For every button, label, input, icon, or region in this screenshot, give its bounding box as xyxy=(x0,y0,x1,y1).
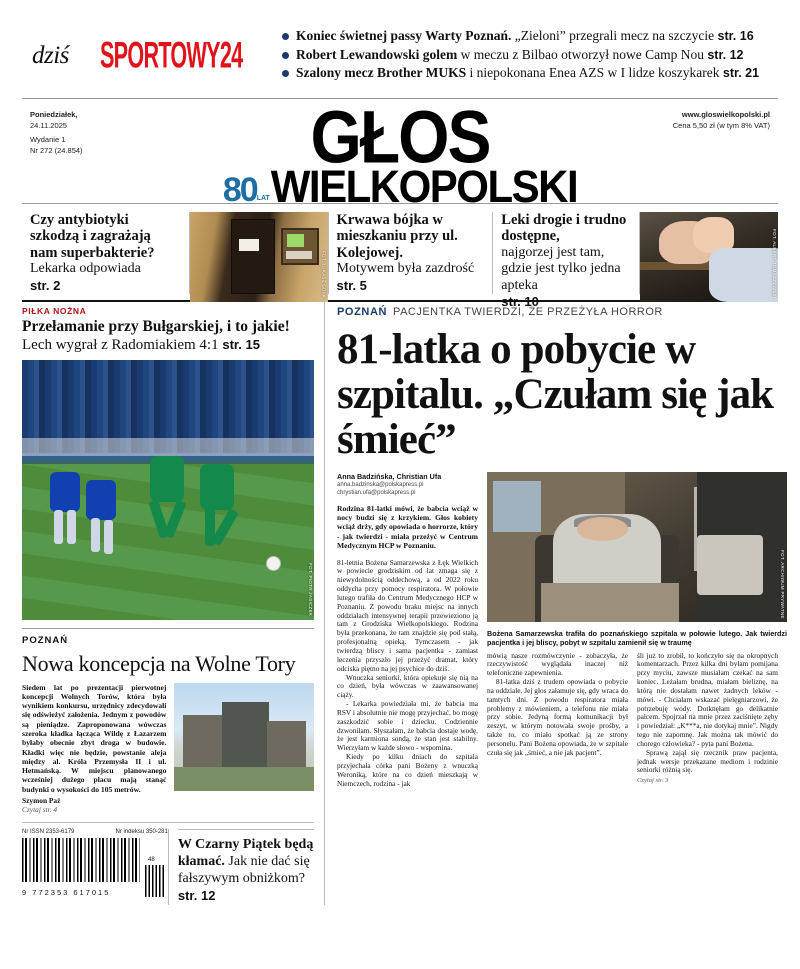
photo-hospital-patient xyxy=(487,472,787,622)
promo-item[interactable] xyxy=(282,65,778,82)
promo-item-list xyxy=(270,28,778,84)
football-headline: Przełamanie przy Bułgarskiej, i to jakie! xyxy=(22,317,290,335)
teaser-headline: Czy antybiotyki szkodzą i zagrażają nam superbakterie? xyxy=(30,211,155,261)
door-note xyxy=(239,239,258,252)
promo-brand-sportowy24: SPORTOWY24 xyxy=(100,34,243,76)
promo-item-page: str. 16 xyxy=(717,29,754,43)
logo-glos-text: GŁOS xyxy=(310,94,490,178)
main-col1-p3: - Lekarka powiedziała mi, że babcia ma RSV i absolutnie nie mogę przyjechać, bo mogę zaszkodzić sobie i dziecku. Codziennie dzwoniłam. Słyszałam, że babcia dostaje wodę, że jest karmiona sondą, że stan jest stabilny. Wierzyłam w każde słowo - wspomina. xyxy=(337,699,478,753)
photo-credit: FOT. ARCHIWUM PRYWATNE xyxy=(780,549,785,619)
barcode-digits: 9 772353 617015 xyxy=(22,887,111,897)
edition: Wydanie 1 xyxy=(30,134,66,144)
price: Cena 5,50 zł (w tym 8% VAT) xyxy=(672,120,770,130)
main-readmore[interactable]: Czytaj str. 3 xyxy=(637,777,669,785)
bullet-icon xyxy=(282,33,289,40)
football-kicker: PIŁKA NOŻNA xyxy=(22,305,87,316)
teaser-photo-door xyxy=(189,212,328,299)
wolne-tory-readmore[interactable]: Czytaj str. 4 xyxy=(22,805,58,815)
bullet-icon xyxy=(282,52,289,59)
promo-item-page: str. 21 xyxy=(722,66,760,80)
teaser-headline: Leki drogie i trudno dostępne, xyxy=(501,211,627,244)
football-page: str. 15 xyxy=(222,336,260,352)
main-col-1 xyxy=(337,472,478,789)
greenery xyxy=(174,767,314,791)
promo-item-rest: w meczu z Bilbao otworzył nowe Camp Nou xyxy=(457,46,708,62)
photo-credit: FOT. PIOTR JASICZEK xyxy=(308,563,313,617)
main-col3-p1: śli już to zrobił, to kończyło się na okropnych komentarzach. Przez kilka dni byłam pomijana przy myciu, zawsze musiałam czekać na sam koniec. Leżałam brudna, miałam bieliznę, na którą nie dostałam nawet żadnych leków - mówi. - Chciałam wskazać pielęgniarzowi, że potrzebuję wody. Dotknęłam go delikatnie palcem. Spojrzał na mnie przez zaciśnięte zęby i powiedział: „K***a, nie dotykaj mnie”. Nigdy tego nie zapomnę. Jak można tak mówić do chorego człowieka? - pyta pani Bożena. xyxy=(637,650,778,748)
photo-credit: FOT. ŁUKASZ GDAK xyxy=(321,251,327,299)
teaser-subline: Motywem była zazdrość xyxy=(336,261,475,276)
head-shape xyxy=(577,517,628,541)
photo-wolne-tory-render xyxy=(174,683,314,791)
door-shape xyxy=(231,219,275,295)
lower-content xyxy=(22,302,787,905)
promo-today-label: dziś xyxy=(32,41,69,69)
main-headline: 81-latka o pobycie w szpitalu. „Czułam się jak śmieć” xyxy=(337,325,774,463)
index-number: Nr indeksu 350-281 xyxy=(115,828,168,835)
wolne-tory-body-text: Siedem lat po prezentacji pierwotnej koncepcji Wolnych Torów, która była wynikiem konkursu, urzędnicy zdecydowali się odświeżyć założenia. Jednym z powodów są pieniądze. Zaproponowana wówczas szeroka kładka łącząca Wildę z Łazarzem byłaby obecnie zbyt droga w budowie. Kładki więc nie będzie, powstanie aleja między al. Króla Przemysła II i ul. Hetmańską. W miejscu planowanego wcześniej dużego placu mają stanąć budynki o wysokości do 105 metrów. xyxy=(22,682,167,794)
barcode-bars xyxy=(22,838,140,882)
weekday: Poniedziałek, xyxy=(30,109,78,119)
right-column xyxy=(325,302,787,905)
issue-number: Nr 272 (24.854) xyxy=(30,145,83,155)
main-authors: Anna Badzińska, Christian Ufa xyxy=(337,471,442,481)
main-col-3 xyxy=(637,652,778,789)
logo-wielkopolski-text: WIELKOPOLSKI xyxy=(270,160,578,211)
bf-bold: W Czarny Piątek będą kłamać. xyxy=(177,836,314,869)
author-email-1[interactable]: anna.badzinska@polskapress.pl xyxy=(337,481,424,488)
issn-number: Nr ISSN 2353-6179 xyxy=(22,828,75,835)
bullet-icon xyxy=(282,70,289,77)
window-shape xyxy=(493,481,541,532)
photo-hallway-door xyxy=(190,212,328,302)
author-email-2[interactable]: chrystian.ufa@polskapress.pl xyxy=(337,489,416,496)
teaser-medicines[interactable] xyxy=(492,211,639,309)
promo-item-bold: Koniec świetnej passy Warty Poznań. xyxy=(296,28,512,43)
bf-rest: Jak nie dać się fałszywym obniżkom? xyxy=(177,853,310,886)
main-col1-p1: 81-letnia Bożena Samarzewska z Łęk Wielkich w powiecie grodziskim od lat zmaga się z niewydolnością oddechową, a od 2022 roku oddycha przy pomocy respiratora. W połowie lutego trafiła do Centrum Medycznego HCP w Poznaniu. Z powodu braku miejsc na innych oddziałach intensywnej terapii przewieziono ją tam z Grodziska Wielkopolskiego. Rodzina była przekonana, że tam znajdzie się pod stałą, profesjonalną opieką. Tymczasem - jak twierdzą bliscy i sama pacjentka - zamiast leczenia przyszło jej przeżyć dramat, który odciska piętno na jej psychice do dziś. xyxy=(337,557,478,673)
wolne-tory-article[interactable] xyxy=(22,629,314,815)
promo-item-rest: i niepokonana Enea AZS w I lidze koszykarek xyxy=(466,65,723,80)
sports-promo-strip xyxy=(22,0,778,94)
photo-credit: FOT. ALBERT TOMASZEWSKI xyxy=(772,229,777,299)
main-col2-p2: 81-latka dziś z trudem opowiada o pobycie na oddziale. Jej głos załamuje się, gdy wraca do tamtych dni. Z powodu respiratora miała problemy z mówieniem, a telefonu nie miała przy sobie. Jedyną formą komunikacji był zeszyt, w którym notowała swoje prośby, a także to, co miało spotkać ją ze strony personelu. Pani Bożena opowiada, że w szpitale czuła się jak „śmieć, a nie jak pacjent”. xyxy=(487,677,628,757)
bottom-left-area xyxy=(22,822,314,905)
bf-page: str. 12 xyxy=(177,887,216,903)
logo-second-row xyxy=(22,160,778,211)
promo-item[interactable] xyxy=(282,47,778,64)
main-col1-p2: Wnuczka seniorki, która opiekuje się nią na co dzień, była wówczas w zaawansowanej ciąży. xyxy=(337,672,478,700)
barcode-addon-number: 48 xyxy=(148,856,155,863)
teaser-page: str. 10 xyxy=(501,294,539,309)
main-col1-p4: Kiedy po kilku dniach do szpitala przyjechała córka pani Bożeny z wnuczką Weroniką, które na co dzień mieszkają w Niemczech, rodzina - jak xyxy=(337,752,478,788)
main-kicker-place: POZNAŃ xyxy=(337,305,388,318)
teaser-fight[interactable] xyxy=(328,212,493,294)
promo-item[interactable] xyxy=(282,28,778,45)
promo-item-page: str. 12 xyxy=(707,47,744,62)
notice-board xyxy=(281,228,320,266)
main-col3-p2: Sprawą zajął się rzecznik praw pacjenta, jednak wersje przekazane mediom i rodzinie seniorki różnią się. xyxy=(637,747,778,775)
teaser-subline: Lekarka odpowiada xyxy=(30,261,141,276)
stand-band xyxy=(22,438,314,456)
teaser-headline: Krwawa bójka w mieszkaniu przy ul. Kolejowej. xyxy=(336,211,458,261)
newspaper-logo xyxy=(22,94,778,211)
football-sub-text: Lech wygrał z Radomiakiem 4:1 xyxy=(22,336,219,353)
blanket-shape xyxy=(541,583,679,622)
photo-pharmacy xyxy=(640,212,778,302)
football-subline xyxy=(22,336,314,354)
promo-item-bold: Szalony mecz Brother MUKS xyxy=(296,65,467,80)
teaser-bar xyxy=(22,204,778,309)
website-url[interactable]: www.gloswielkopolski.pl xyxy=(681,109,770,119)
wolne-tory-kicker: POZNAŃ xyxy=(22,634,69,646)
football-teaser[interactable] xyxy=(22,302,314,354)
teaser-page: str. 5 xyxy=(336,277,367,293)
barcode-addon xyxy=(145,856,165,897)
anniversary-label: LAT xyxy=(256,194,270,202)
main-col2-p1: mówią nasze rozmówczynie - zobaczyła, że rzeczywistość wyglądała inaczej niż telefoniczne zapewnienia. xyxy=(487,650,628,678)
teaser-page: str. 2 xyxy=(30,277,61,293)
promo-item-rest: „Zieloni” przegrali mecz na szczycie xyxy=(511,28,718,43)
teaser-antibiotics[interactable] xyxy=(22,212,189,294)
main-kicker-text: PACJENTKA TWIERDZI, ŻE PRZEŻYŁA HORROR xyxy=(393,305,663,318)
photo-football-match xyxy=(22,360,314,620)
football-ball xyxy=(266,556,281,571)
black-friday-teaser[interactable] xyxy=(168,829,314,905)
promo-item-bold: Robert Lewandowski golem xyxy=(296,46,458,62)
masthead xyxy=(22,94,778,211)
anniversary-badge: 80 xyxy=(222,170,257,209)
teaser-photo-pharmacy xyxy=(639,212,778,299)
sleeve-shape xyxy=(709,248,778,302)
barcode-block xyxy=(22,829,168,905)
photo-caption: Bożena Samarzewska trafiła do poznańskiego szpitala w połowie lutego. Jak twierdzi pacjentka i jej bliscy, pobyt w szpitalu zamienił się w traumę xyxy=(487,628,787,647)
left-column xyxy=(22,302,325,905)
wolne-tory-headline: Nowa koncepcja na Wolne Tory xyxy=(22,650,296,676)
date: 24.11.2025 xyxy=(30,120,67,130)
wolne-tory-body xyxy=(22,683,166,815)
medical-equipment xyxy=(697,535,763,595)
wolne-tory-author: Szymon Paź xyxy=(22,796,61,806)
teaser-subline: najgorzej jest tam, gdzie jest tylko jedna apteka xyxy=(501,244,621,293)
divider xyxy=(178,829,314,830)
main-story-columns xyxy=(337,471,787,789)
main-lead: Rodzina 81-latki mówi, że babcia wciąż w nocy budzi się z krzykiem. Głos kobiety wciąż drży, gdy opowiada o horrorze, który - jak twierdzi - miała przeżyć w Centrum Medycznym HCP w Poznaniu. xyxy=(337,503,478,551)
